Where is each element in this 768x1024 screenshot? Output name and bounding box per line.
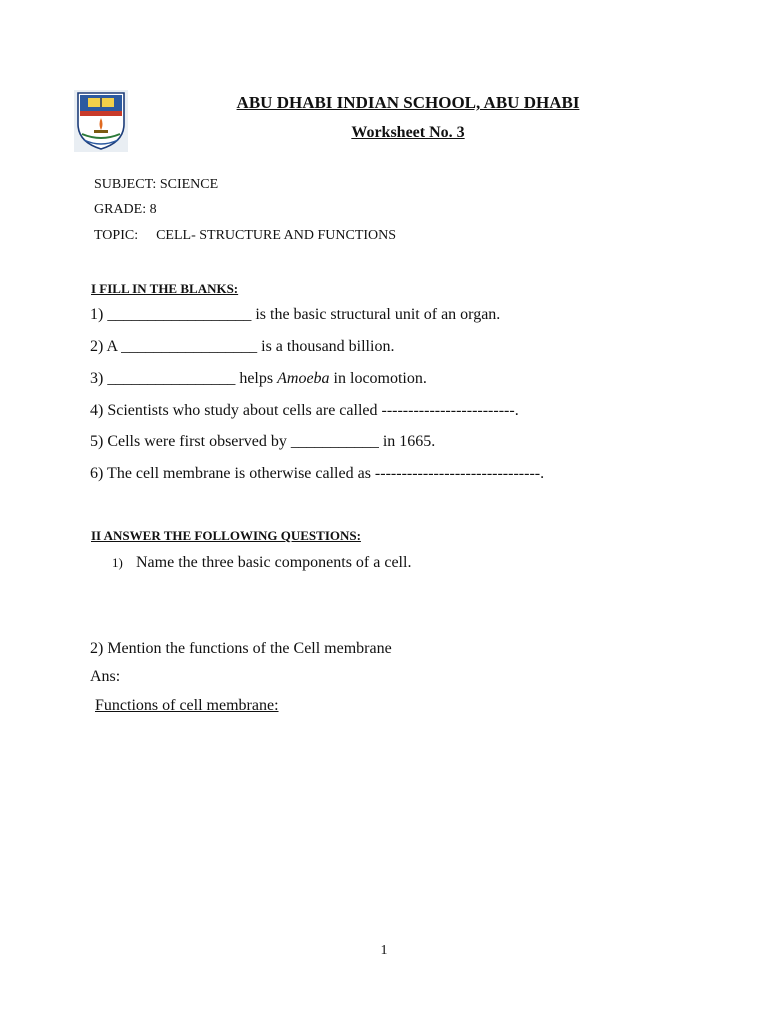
worksheet-title: Worksheet No. 3 — [351, 124, 465, 141]
topic-value: CELL- STRUCTURE AND FUNCTIONS — [156, 228, 397, 243]
answer-question-1 — [112, 554, 411, 572]
topic-label: TOPIC: — [94, 228, 139, 243]
functions-heading: Functions of cell membrane: — [95, 697, 279, 714]
question-6: 6) The cell membrane is otherwise called as -------------------------------. — [90, 465, 545, 482]
page-number: 1 — [380, 943, 388, 958]
section-answer-title: II ANSWER THE FOLLOWING QUESTIONS: — [91, 528, 361, 543]
topic-line — [94, 228, 396, 244]
question-3-pre: 3) ________________ helps — [90, 370, 278, 387]
question-3-post: in locomotion. — [329, 370, 427, 387]
subject-line: SUBJECT: SCIENCE — [94, 177, 219, 192]
question-3-italic: Amoeba — [277, 370, 330, 387]
school-name: ABU DHABI INDIAN SCHOOL, ABU DHABI — [236, 93, 580, 112]
answer-question-2: 2) Mention the functions of the Cell membrane — [90, 640, 392, 657]
ans-label: Ans: — [90, 668, 121, 685]
answer-question-1-number: 1) — [112, 555, 123, 570]
question-3 — [90, 370, 427, 388]
section-fill-blanks-title: I FILL IN THE BLANKS: — [91, 281, 239, 296]
question-2: 2) A _________________ is a thousand billion. — [90, 338, 395, 355]
question-4: 4) Scientists who study about cells are called -------------------------. — [90, 402, 519, 419]
grade-line: GRADE: 8 — [94, 202, 157, 217]
answer-question-1-text: Name the three basic components of a cell. — [136, 554, 412, 571]
question-1: 1) __________________ is the basic structural unit of an organ. — [90, 306, 501, 323]
question-5: 5) Cells were first observed by ___________ in 1665. — [90, 433, 436, 450]
